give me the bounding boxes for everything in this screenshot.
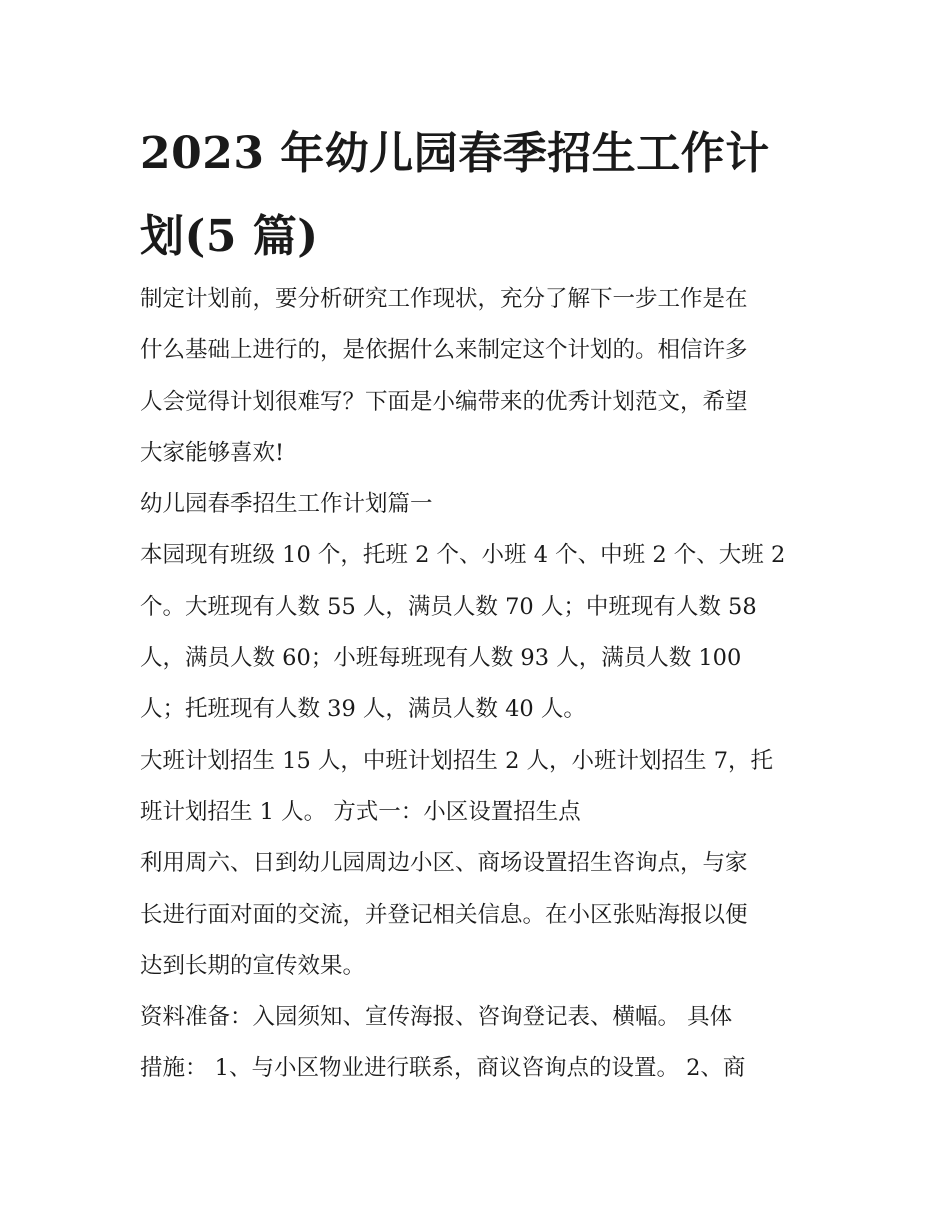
document-title — [140, 112, 820, 278]
class-info-line-1: 本园现有班级 10 个，托班 2 个、小班 4 个、中班 2 个、大班 2 — [140, 542, 786, 569]
materials-line-1: 资料准备：入园须知、宣传海报、咨询登记表、横幅。 具体 — [140, 1004, 733, 1031]
title-line-2: 划(5 篇) — [140, 211, 319, 262]
class-info-line-2: 个。大班现有人数 55 人，满员人数 70 人；中班现有人数 58 — [140, 593, 757, 620]
measures-line-1: 措施： 1、与小区物业进行联系，商议咨询点的设置。 2、商 — [140, 1055, 746, 1082]
class-info-line-3: 人，满员人数 60；小班每班现有人数 93 人，满员人数 100 — [140, 645, 742, 672]
class-info-line-4: 人；托班现有人数 39 人，满员人数 40 人。 — [140, 696, 586, 723]
method-line-1: 利用周六、日到幼儿园周边小区、商场设置招生咨询点，与家 — [140, 850, 748, 877]
enrollment-plan-line-2: 班计划招生 1 人。 方式一：小区设置招生点 — [140, 798, 581, 825]
title-line-1: 2023 年幼儿园春季招生工作计 — [140, 128, 770, 179]
intro-line-2: 什么基础上进行的，是依据什么来制定这个计划的。相信许多 — [140, 337, 748, 364]
intro-line-4: 大家能够喜欢! — [140, 439, 285, 466]
document-body — [140, 274, 820, 1095]
intro-line-1: 制定计划前，要分析研究工作现状，充分了解下一步工作是在 — [140, 286, 748, 312]
section-heading: 幼儿园春季招生工作计划篇一 — [140, 491, 433, 518]
intro-line-3: 人会觉得计划很难写？下面是小编带来的优秀计划范文，希望 — [140, 388, 748, 415]
method-line-2: 长进行面对面的交流，并登记相关信息。在小区张贴海报以便 — [140, 901, 748, 928]
enrollment-plan-line-1: 大班计划招生 15 人，中班计划招生 2 人，小班计划招生 7，托 — [140, 747, 774, 774]
method-line-3: 达到长期的宣传效果。 — [140, 952, 366, 979]
